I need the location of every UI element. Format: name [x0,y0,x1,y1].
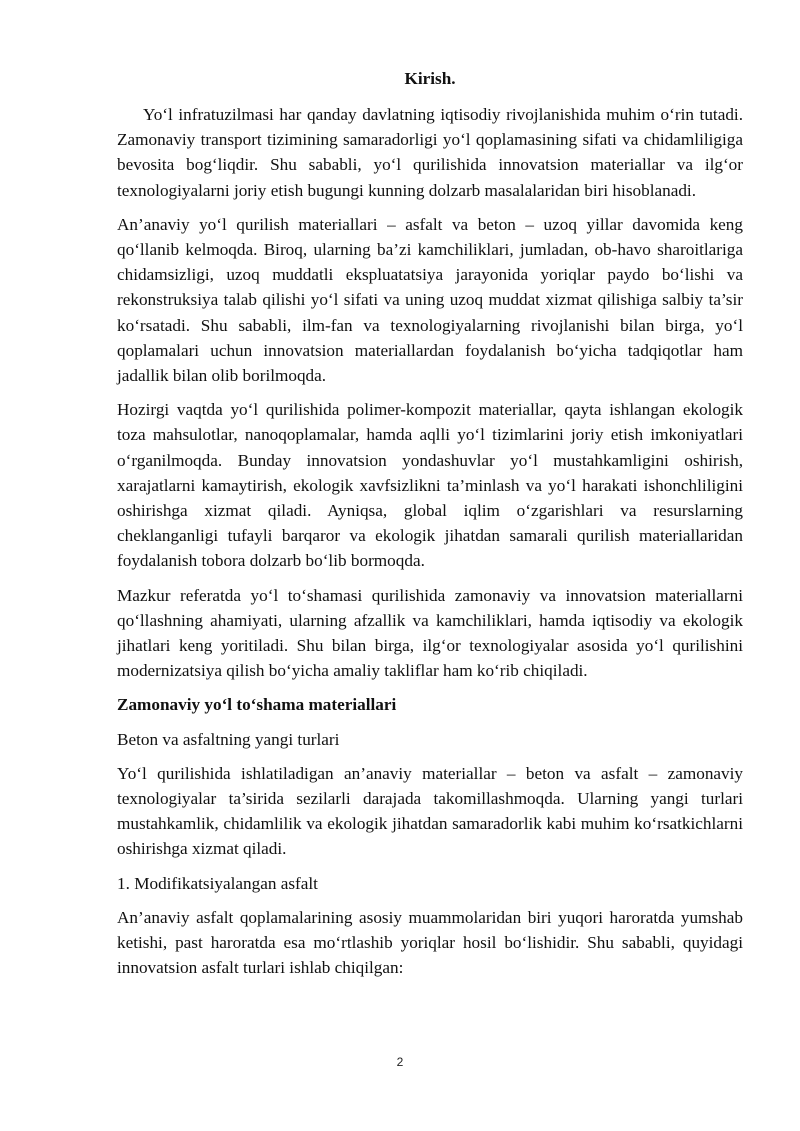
subheading: Beton va asfaltning yangi turlari [117,729,340,749]
section-heading: Zamonaviy yo‘l to‘shama materiallari [117,695,397,715]
intro-paragraph-3: Hozirgi vaqtda yo‘l qurilishida polimer-kompozit materiallar, qayta ishlangan ekologik toza mahsulotlar, nanoqoplamalar, hamda aqlli yo‘l tizimlarini joriy etish imkoniyatlari o‘rganilmoqda. Bunday innovatsion yondashuvlar yo‘l mustahkamligini oshirish, xarajatlarni kamaytirish, ekologik xavfsizlikni ta’minlash va yo‘l harakati ishonchliligini oshirishga xizmat qiladi. Ayniqsa, global iqlim o‘zgarishlari va resurslarning cheklanganligi tufayli barqaror va ekologik jihatdan samarali qurilish materiallaridan foydalanish tobora dolzarb bo‘lib bormoqda. [117,400,743,571]
list-item: 1. Modifikatsiyalangan asfalt [117,873,318,893]
section-paragraph: Yo‘l qurilishida ishlatiladigan an’anaviy materiallar – beton va asfalt – zamonaviy texnologiyalar ta’sirida sezilarli darajada takomillashmoqda. Ularning yangi turlari mustahkamlik, chidamlilik va ekologik jihatdan samaradorlik kabi muhim ko‘rsatkichlarni oshirishga xizmat qiladi. [117,763,743,859]
document-title: Kirish. [404,69,456,88]
intro-paragraph-4: Mazkur referatda yo‘l to‘shamasi qurilishida zamonaviy va innovatsion materiallarni qo‘llashning ahamiyati, ularning afzallik va kamchiliklari, hamda iqtisodiy va ekologik jihatlari keng yoritiladi. Shu bilan birga, ilg‘or texnologiyalar asosida yo‘l qurilishini modernizatsiya qilish bo‘yicha amaliy takliflar ham ko‘rib chiqiladi. [117,585,743,681]
page-content [117,66,743,981]
intro-paragraph-2: An’anaviy yo‘l qurilish materiallari – asfalt va beton – uzoq yillar davomida keng qo‘llanib kelmoqda. Biroq, ularning ba’zi kamchiliklari, jumladan, ob-havo sharoitlariga chidamsizligi, uzoq muddatli ekspluatatsiya jarayonida yoriqlar paydo bo‘lishi va rekonstruksiya talab qilishi yo‘l sifati va uning uzoq muddat xizmat qilishiga salbiy ta’sir ko‘rsatadi. Shu sababli, ilm-fan va texnologiyalarning rivojlanishi bilan birga, yo‘l qoplamalari uchun innovatsion materiallardan foydalanish bo‘yicha tadqiqotlar ham jadallik bilan olib borilmoqda. [117,214,743,386]
page-number: 2 [396,1055,404,1069]
final-paragraph: An’anaviy asfalt qoplamalarining asosiy muammolaridan biri yuqori haroratda yumshab ketishi, past haroratda esa mo‘rtlashib yoriqlar hosil bo‘lishidir. Shu sababli, quyidagi innovatsion asfalt turlari ishlab chiqilgan: [117,907,743,978]
intro-paragraph-1: Yo‘l infratuzilmasi har qanday davlatning iqtisodiy rivojlanishida muhim o‘rin tutadi. Zamonaviy transport tizimining samaradorligi yo‘l qoplamasining sifati va chidamliligiga bevosita bog‘liqdir. Shu sababli, yo‘l qurilishida innovatsion materiallar va ilg‘or texnologiyalarni joriy etish bugungi kunning dolzarb masalalaridan biri hisoblanadi. [117,105,743,200]
